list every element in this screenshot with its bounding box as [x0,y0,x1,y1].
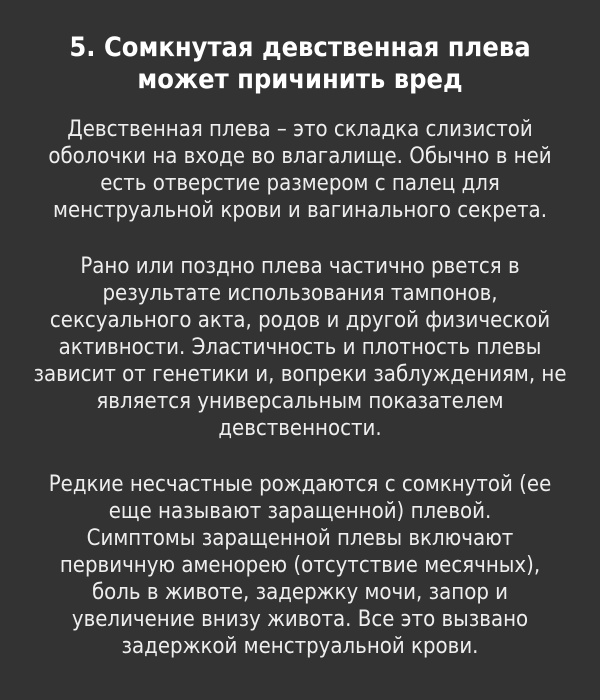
text-line: боль в животе, задержку мочи, запор и [91,580,509,605]
text-line: увеличение внизу живота. Все это вызвано [71,607,529,632]
paragraph-imperforate-hymen [10,471,590,660]
text-line: Редкие несчастные рождаются с сомкнутой (ее [48,472,552,497]
text-line: оболочки на входе во влагалище. Обычно в ней [48,144,552,169]
text-line: девственности. [218,416,382,441]
text-line: задержкой менструальной крови. [121,634,479,659]
paragraph-hymen-definition [10,116,590,224]
title-line: может причинить вред [137,64,463,95]
text-line: Симптомы заращенной плевы включают [86,526,514,551]
text-line: результате использования тампонов, [102,281,498,306]
text-line: менструальной крови и вагинального секрета. [53,198,547,223]
title-line: 5. Сомкнутая девственная плева [69,32,531,63]
text-line: есть отверстие размером с палец для [100,171,500,196]
text-line: еще называют заращенной) плевой. [108,499,492,524]
text-line: является универсальным показателем [96,389,504,414]
text-line: сексуального акта, родов и другой физической [49,308,551,333]
text-line: активности. Эластичность и плотность плевы [58,335,542,360]
text-line: Рано или поздно плева частично рвется в [80,254,520,279]
text-line: Девственная плева – это складка слизистой [67,117,533,142]
text-line: зависит от генетики и, вопреки заблуждениям, не [33,362,567,387]
article-title [10,32,590,96]
text-line: первичную аменорею (отсутствие месячных), [59,553,541,578]
paragraph-hymen-tearing [10,253,590,442]
